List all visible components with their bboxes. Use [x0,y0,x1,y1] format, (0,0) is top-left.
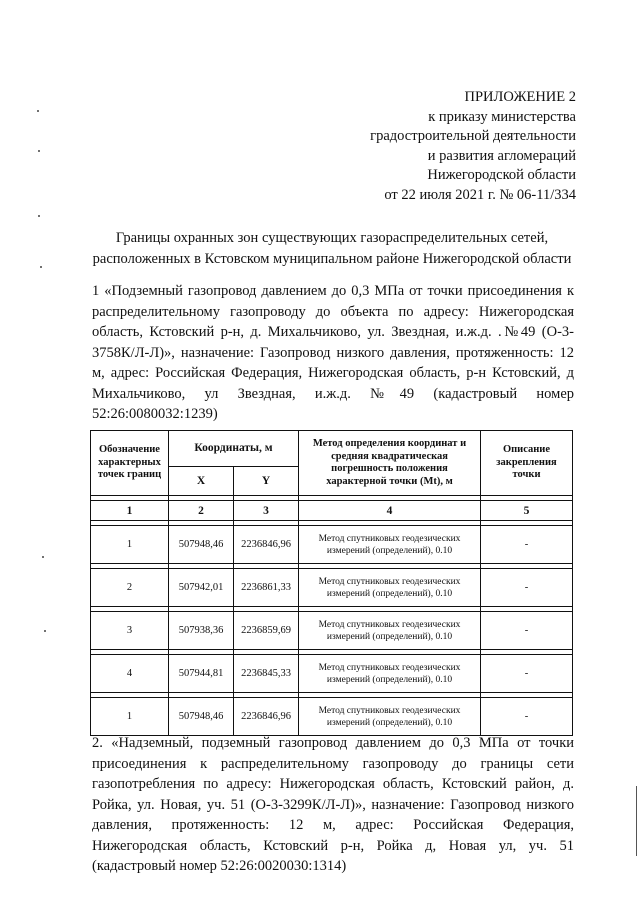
scan-speck [44,630,46,632]
cell-y: 2236846,96 [234,698,299,736]
appendix-date: от 22 июля 2021 г. № 06-11/334 [384,186,576,203]
table-row [91,655,573,693]
cell-description: - [481,698,573,736]
appendix-line: градостроительной деятельности [370,128,576,144]
cell-y: 2236846,96 [234,526,299,564]
cell-x: 507944,81 [169,655,234,693]
header-description: Описание закрепления точки [481,431,573,496]
column-number: 3 [234,501,299,521]
cell-x: 507938,36 [169,612,234,650]
cell-y: 2236861,33 [234,569,299,607]
table-row [91,698,573,736]
column-number: 2 [169,501,234,521]
item-2-paragraph: 2. «Надземный, подземный газопровод давлением до 0,3 МПа от точки присоединения к распределительному газопроводу до границы сети газопотребления по адресу: Нижегородская область, Кстовский район, д. Ройка, ул. Новая, уч. 51 (О-3-3299К/Л-Л)», назначение: Газопровод низкого давления, протяженность: 12 м, адрес: Российская Федерация, Нижегородская область, Кстовский р-н, Ройка д, Новая ул, уч. 51 (кадастровый номер 52:26:0020030:1314) [92,735,574,874]
column-number: 5 [481,501,573,521]
cell-description: - [481,526,573,564]
coordinates-table [90,430,573,736]
cell-method: Метод спутниковых геодезических измерений (определений), 0.10 [299,698,481,736]
scan-speck [38,150,40,152]
column-number: 1 [91,501,169,521]
heading-line: Границы охранных зон существующих газораспределительных сетей, [115,230,549,246]
header-y: Y [234,466,299,495]
column-number-row [91,501,573,521]
cell-x: 507948,46 [169,526,234,564]
appendix-block [370,88,576,205]
cell-point: 2 [91,569,169,607]
column-number: 4 [299,501,481,521]
cell-method: Метод спутниковых геодезических измерений (определений), 0.10 [299,526,481,564]
scan-speck [38,215,40,217]
cell-point: 4 [91,655,169,693]
appendix-title: ПРИЛОЖЕНИЕ 2 [464,89,576,105]
appendix-line: Нижегородской области [427,167,576,183]
cell-description: - [481,655,573,693]
scan-edge-line [636,786,637,856]
cell-description: - [481,569,573,607]
table-row [91,612,573,650]
cell-y: 2236859,69 [234,612,299,650]
cell-x: 507948,46 [169,698,234,736]
cell-point: 1 [91,698,169,736]
scan-speck [42,556,44,558]
cell-point: 3 [91,612,169,650]
appendix-line: к приказу министерства [428,108,576,125]
cell-y: 2236845,33 [234,655,299,693]
cell-method: Метод спутниковых геодезических измерений (определений), 0.10 [299,612,481,650]
table-header-row [91,431,573,467]
scan-speck [37,110,39,112]
heading-line: расположенных в Кстовском муниципальном районе Нижегородской области [92,251,572,267]
cell-point: 1 [91,526,169,564]
header-designation: Обозначение характерных точек границ [91,431,169,496]
cell-x: 507942,01 [169,569,234,607]
document-heading [92,228,572,270]
appendix-line: и развития агломераций [427,147,576,164]
header-x: X [169,466,234,495]
table-row [91,569,573,607]
header-coordinates: Координаты, м [169,431,299,467]
scan-speck [40,266,42,268]
item-1-paragraph: 1 «Подземный газопровод давлением до 0,3 МПа от точки присоединения к распределительному газопроводу до объекта по адресу: Нижегородская область, Кстовский р-н, д. Михальчиково, ул. Звездная, и.ж.д. .№49 (О-3-3758К/Л-Л)», назначение: Газопровод низкого давления, протяженность: 12 м, адрес: Российская Федерация, Нижегородская область, р-н Кстовский, д Михальчиково, ул Звездная, и.ж.д. №49 (кадастровый номер 52:26:0080032:1239) [92,283,574,422]
cell-method: Метод спутниковых геодезических измерений (определений), 0.10 [299,655,481,693]
table-row [91,526,573,564]
cell-method: Метод спутниковых геодезических измерений (определений), 0.10 [299,569,481,607]
header-method: Метод определения координат и средняя квадратическая погрешность положения характерной точки (Мt), м [299,431,481,496]
cell-description: - [481,612,573,650]
